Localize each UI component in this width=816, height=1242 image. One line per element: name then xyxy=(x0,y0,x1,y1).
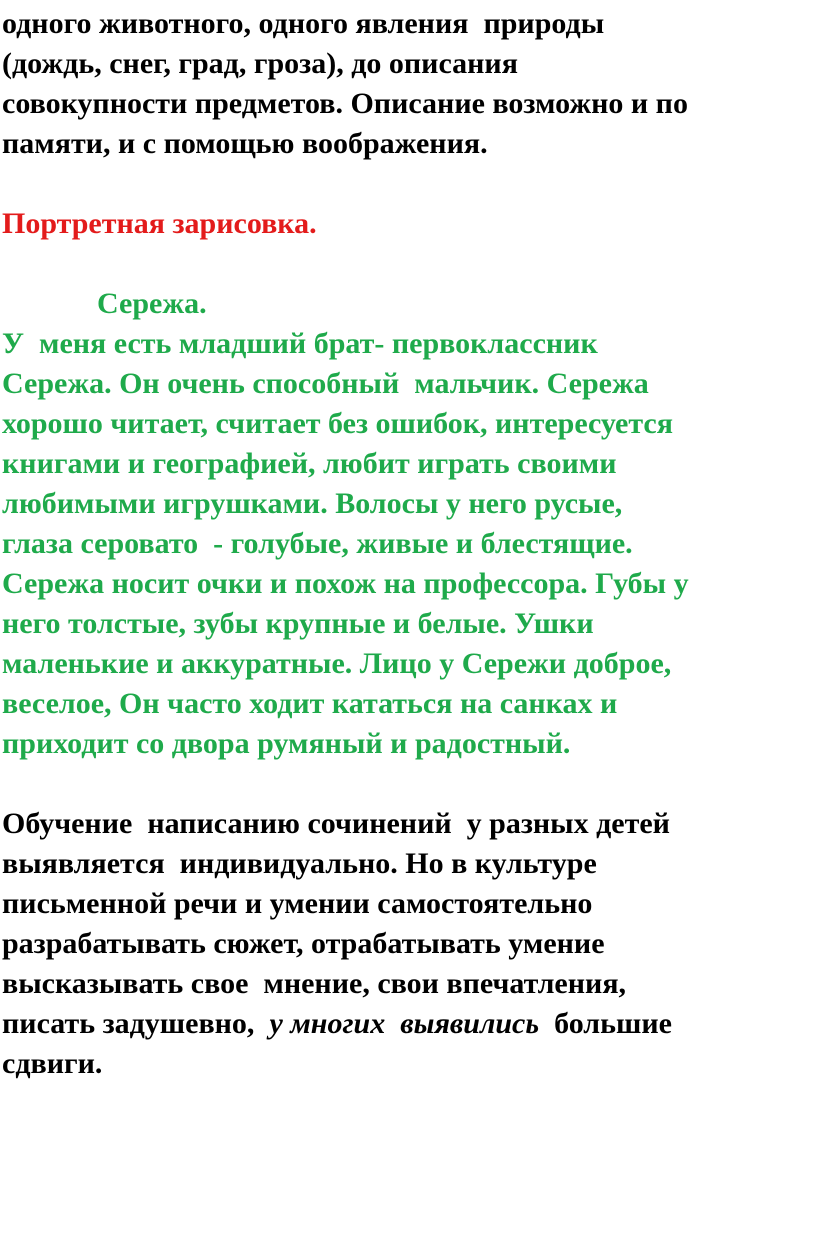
conclusion-line-5: высказывать свое мнение, свои впечатления, xyxy=(2,967,627,1000)
story-line-3: хорошо читает, считает без ошибок, интересуется xyxy=(2,407,673,440)
story-line-9: маленькие и аккуратные. Лицо у Сережи доброе, xyxy=(2,647,672,680)
conclusion-line-2: выявляется индивидуально. Но в культуре xyxy=(2,847,597,880)
intro-line-2: (дождь, снег, град, гроза), до описания xyxy=(2,47,518,80)
story-line-4: книгами и географией, любит играть своими xyxy=(2,447,617,480)
conclusion-italic-phrase: у многих выявились xyxy=(269,1007,540,1040)
intro-line-3: совокупности предметов. Описание возможно и по xyxy=(2,87,688,120)
story-line-7: Сережа носит очки и похож на профессора. Губы у xyxy=(2,567,689,600)
story-line-2: Сережа. Он очень способный мальчик. Сережа xyxy=(2,367,649,400)
story-line-11: приходит со двора румяный и радостный. xyxy=(2,727,571,760)
conclusion-line-4: разрабатывать сюжет, отрабатывать умение xyxy=(2,927,605,960)
conclusion-line-7: сдвиги. xyxy=(2,1047,103,1080)
conclusion-line-3: письменной речи и умении самостоятельно xyxy=(2,887,593,920)
story-line-8: него толстые, зубы крупные и белые. Ушки xyxy=(2,607,594,640)
conclusion-line-1: Обучение написанию сочинений у разных детей xyxy=(2,807,670,840)
intro-line-1: одного животного, одного явления природы xyxy=(2,7,605,40)
conclusion-line-6-end: большие xyxy=(539,1007,672,1040)
intro-line-4: памяти, и с помощью воображения. xyxy=(2,127,488,160)
section-heading: Портретная зарисовка. xyxy=(2,207,317,240)
story-line-10: веселое, Он часто ходит кататься на санках и xyxy=(2,687,618,720)
story-line-5: любимыми игрушками. Волосы у него русые, xyxy=(2,487,623,520)
story-title: Сережа. xyxy=(97,287,207,320)
conclusion-line-6-start: писать задушевно, xyxy=(2,1007,270,1040)
story-line-1: У меня есть младший брат- первоклассник xyxy=(2,327,598,360)
story-line-6: глаза серовато - голубые, живые и блестящие. xyxy=(2,527,633,560)
conclusion-line-6 xyxy=(2,1004,672,1044)
